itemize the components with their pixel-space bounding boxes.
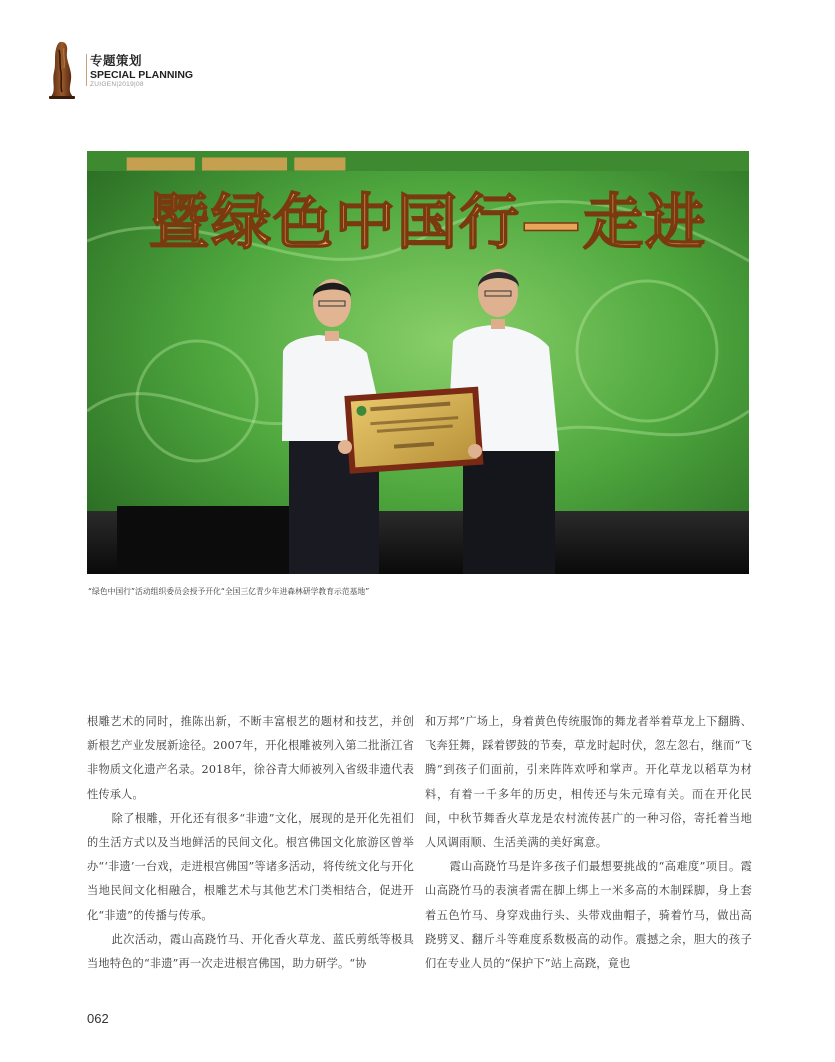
article-column-left <box>87 710 414 976</box>
paragraph: 根雕艺术的同时，推陈出新，不断丰富根艺的题材和技艺，并创新根艺产业发展新途径。2007年，开化根雕被列入第二批浙江省非物质文化遗产名录。2018年，徐谷青大师被列入省级非遗代表性传承人。 <box>87 715 414 801</box>
svg-text:▄▄▄▄ ▄▄▄▄▄ ▄▄▄: ▄▄▄▄ ▄▄▄▄▄ ▄▄▄ <box>127 151 346 171</box>
root-carving-logo-icon <box>46 40 78 100</box>
page-header <box>46 40 346 104</box>
paragraph: 和万邦”广场上，身着黄色传统服饰的舞龙者举着草龙上下翻腾、飞奔狂舞，踩着锣鼓的节奏，草龙时起时伏，忽左忽右，继而“飞腾”到孩子们面前，引来阵阵欢呼和掌声。开化草龙以稻草为材料，有着一千多年的历史，相传还与朱元璋有关。而在开化民间，中秋节舞香火草龙是农村流传甚广的一种习俗，寄托着当地人风调雨顺、生活美满的美好寓意。 <box>425 715 752 850</box>
section-title-block <box>90 54 193 89</box>
paragraph: 除了根雕，开化还有很多“非遗”文化，展现的是开化先祖们的生活方式以及当地鲜活的民间文化。根宫佛国文化旅游区曾举办“‘非遗’一台戏，走进根宫佛国”等诸多活动，将传统文化与开化当地民间文化相融合，根雕艺术与其他艺术门类相结合，促进开化“非遗”的传播与传承。 <box>87 811 414 922</box>
paragraph: 此次活动，霞山高跷竹马、开化香火草龙、蓝氏剪纸等极具当地特色的“非遗”再一次走进根宫佛国，助力研学。“协 <box>87 932 414 971</box>
section-title-cn: 专题策划 <box>90 53 143 68</box>
photo-caption: “绿色中国行”活动组织委员会授予开化“全国三亿青少年进森林研学教育示范基地” <box>88 587 370 596</box>
award-plaque <box>344 387 483 474</box>
header-divider <box>86 54 87 86</box>
issue-code: ZUIGEN|2019|08 <box>90 81 144 88</box>
article-column-right <box>425 710 752 976</box>
paragraph: 霞山高跷竹马是许多孩子们最想要挑战的“高难度”项目。霞山高跷竹马的表演者需在脚上绑上一米多高的木制踩脚，身上套着五色竹马、身穿戏曲行头、头带戏曲帽子，骑着竹马，做出高跷劈叉、翻斤斗等难度系数极高的动作。震撼之余，胆大的孩子们在专业人员的“保护下”站上高跷，竟也 <box>425 860 752 971</box>
section-title-en: SPECIAL PLANNING <box>90 69 194 81</box>
event-photo <box>87 151 749 574</box>
banner-text: 暨绿色中国行—走进 <box>149 188 707 258</box>
page-number: 062 <box>87 1011 109 1026</box>
